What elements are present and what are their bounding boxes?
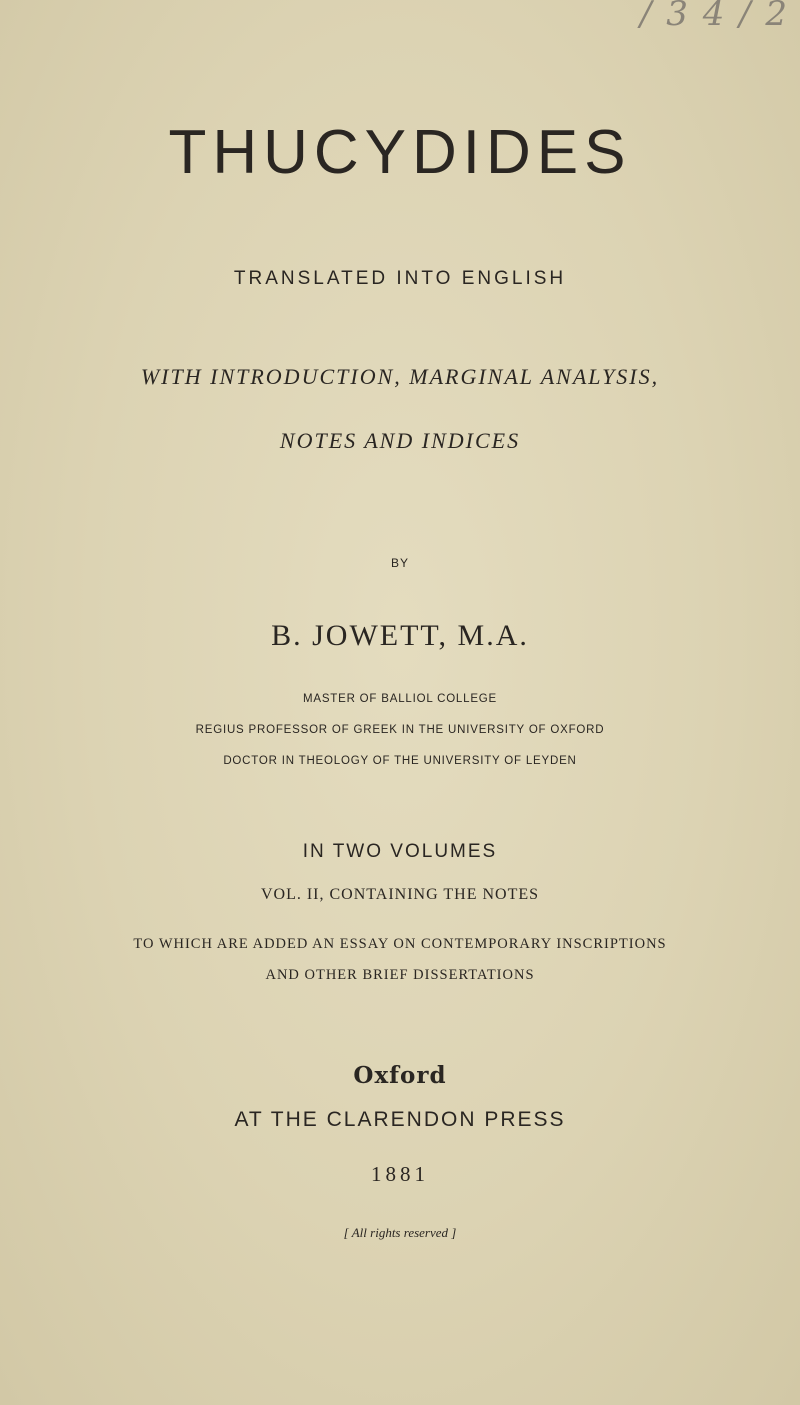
additions-line-1: TO WHICH ARE ADDED AN ESSAY ON CONTEMPORARY INSCRIPTIONS	[133, 936, 667, 952]
author-credential: REGIUS PROFESSOR OF GREEK IN THE UNIVERSITY OF OXFORD	[195, 724, 605, 736]
publisher: AT THE CLARENDON PRESS	[234, 1108, 566, 1131]
contents-line-1: WITH INTRODUCTION, MARGINAL ANALYSIS,	[140, 364, 660, 389]
handwritten-shelfmark: / 3 4 / 2	[640, 0, 790, 34]
author-credential: MASTER OF BALLIOL COLLEGE	[302, 693, 498, 705]
publication-year: 1881	[371, 1162, 429, 1186]
translation-note: TRANSLATED INTO ENGLISH	[233, 268, 567, 289]
volume-description: VOL. II, CONTAINING THE NOTES	[260, 886, 540, 903]
publication-place: Oxford	[353, 1062, 447, 1089]
author-credential: DOCTOR IN THEOLOGY OF THE UNIVERSITY OF LEYDEN	[223, 755, 577, 767]
volume-count: IN TWO VOLUMES	[302, 841, 498, 862]
rights-notice: [ All rights reserved ]	[343, 1225, 457, 1240]
by-label: BY	[390, 556, 409, 570]
author-name: B. JOWETT, M.A.	[271, 619, 529, 652]
additions-line-2: AND OTHER BRIEF DISSERTATIONS	[265, 967, 535, 983]
contents-line-2: NOTES AND INDICES	[279, 428, 521, 453]
book-title: THUCYDIDES	[168, 118, 632, 187]
